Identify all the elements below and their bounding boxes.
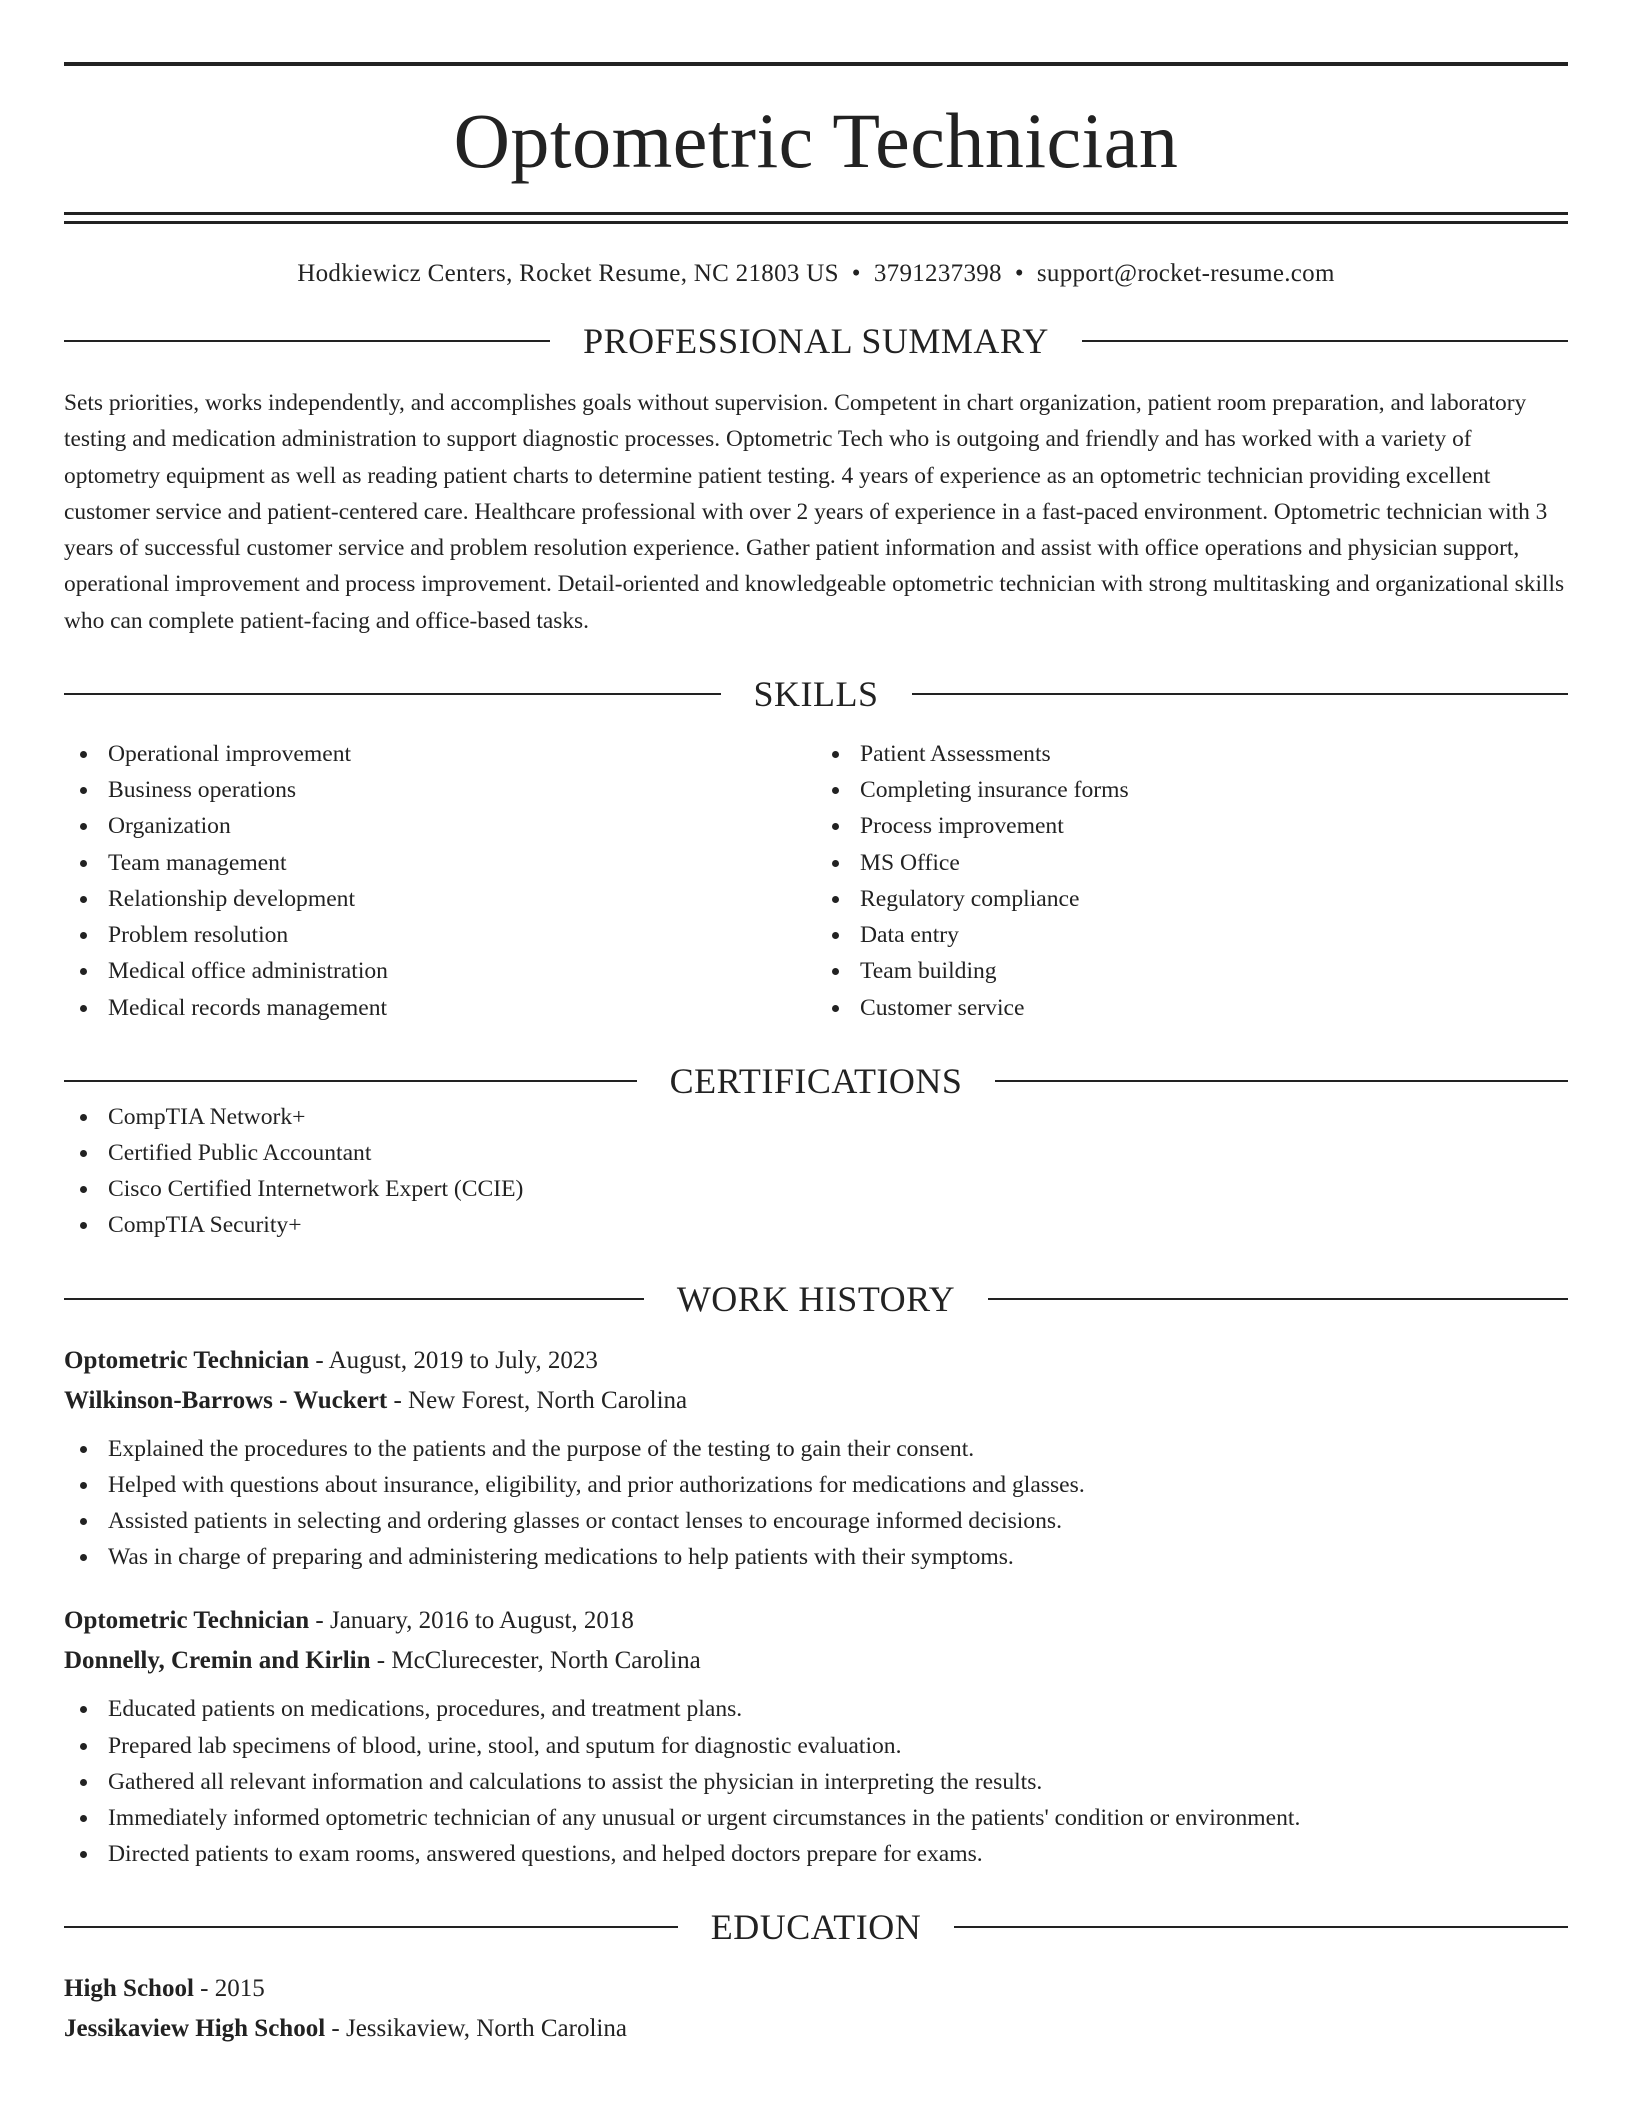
job-location: - McClurecester, North Carolina [370, 1647, 701, 1675]
job-dates: - January, 2016 to August, 2018 [309, 1607, 634, 1635]
section-heading-education [64, 1907, 1568, 1948]
job-duty-item: Prepared lab specimens of blood, urine, stool, and sputum for diagnostic evaluation. [64, 1728, 1568, 1764]
education-location: - Jessikaview, North Carolina [325, 2015, 627, 2043]
education-school: Jessikaview High School [64, 2015, 326, 2043]
skill-item: Business operations [64, 772, 816, 808]
job-company: Wilkinson-Barrows - Wuckert [64, 1386, 388, 1414]
double-rule [64, 212, 1568, 224]
heading-rule [995, 1080, 1568, 1082]
certification-item: Certified Public Accountant [64, 1135, 1568, 1171]
section-title: PROFESSIONAL SUMMARY [583, 321, 1049, 361]
education-year: - 2015 [193, 1975, 265, 2003]
skill-item: Medical records management [64, 990, 816, 1026]
top-rule [64, 62, 1568, 66]
job-company: Donnelly, Cremin and Kirlin [64, 1647, 371, 1675]
section-title: EDUCATION [710, 1907, 922, 1948]
certification-item: CompTIA Network+ [64, 1099, 1568, 1135]
skill-item: Team management [64, 845, 816, 881]
job-duty-item: Gathered all relevant information and calculations to assist the physician in interpreting the results. [64, 1764, 1568, 1800]
heading-rule [912, 693, 1569, 695]
contact-separator: • [1014, 260, 1024, 287]
job-title: Optometric Technician [64, 1346, 310, 1374]
certification-item: Cisco Certified Internetwork Expert (CCIE) [64, 1171, 1568, 1207]
skills-list-right [816, 736, 1568, 1026]
section-heading-certifications [64, 1060, 1568, 1101]
summary-paragraph: Sets priorities, works independently, and accomplishes goals without supervision. Competent in chart organization, patient room preparation, and laboratory testing and medication administration to support diagnostic processes. Optometric Tech who is outgoing and friendly and has worked with a variety of optometry equipment as well as reading patient charts to determine patient testing. 4 years of experience as an optometric technician providing excellent customer service and patient-centered care. Healthcare professional with over 2 years of experience in a fast-paced environment. Optometric technician with 3 years of successful customer service and problem resolution experience. Gather patient information and assist with office operations and physician support, operational improvement and process improvement. Detail-oriented and knowledgeable optometric technician with strong multitasking and organizational skills who can complete patient-facing and office-based tasks. [64, 390, 1565, 634]
education-school-line [64, 2009, 1568, 2049]
skill-item: Problem resolution [64, 917, 816, 953]
heading-rule [64, 693, 721, 695]
certification-item: CompTIA Security+ [64, 1207, 1568, 1243]
skill-item: Team building [816, 953, 1568, 989]
contact-line [64, 261, 1568, 286]
job-duties-list [64, 1691, 1568, 1872]
skill-item: Customer service [816, 990, 1568, 1026]
job-entry [64, 1341, 1568, 1576]
job-duty-item: Immediately informed optometric technician of any unusual or urgent circumstances in the patients' condition or environment. [64, 1800, 1568, 1836]
contact-address: Hodkiewicz Centers, Rocket Resume, NC 21803 US [297, 260, 839, 287]
job-title-line [64, 1601, 1568, 1641]
skill-item: Medical office administration [64, 953, 816, 989]
job-title-line [64, 1341, 1568, 1381]
education-degree: High School [64, 1975, 194, 2003]
skill-item: Regulatory compliance [816, 881, 1568, 917]
job-duty-item: Educated patients on medications, procedures, and treatment plans. [64, 1691, 1568, 1727]
job-dates: - August, 2019 to July, 2023 [309, 1346, 598, 1374]
skills-grid [64, 736, 1568, 1026]
skill-item: Completing insurance forms [816, 772, 1568, 808]
skill-item: Organization [64, 808, 816, 844]
section-title: WORK HISTORY [676, 1278, 956, 1319]
section-heading-skills [64, 674, 1568, 715]
job-location: - New Forest, North Carolina [387, 1386, 688, 1414]
resume-title: Optometric Technician [453, 97, 1179, 184]
section-title: SKILLS [753, 674, 879, 715]
heading-rule [64, 1298, 644, 1300]
skill-item: Process improvement [816, 808, 1568, 844]
skill-item: MS Office [816, 845, 1568, 881]
job-duty-item: Explained the procedures to the patients and the purpose of the testing to gain their consent. [64, 1431, 1568, 1467]
certifications-list [64, 1099, 1568, 1244]
job-duty-item: Was in charge of preparing and administering medications to help patients with their symptoms. [64, 1539, 1568, 1575]
contact-separator: • [851, 260, 861, 287]
heading-rule [954, 1926, 1568, 1928]
education-entry [64, 1969, 1568, 2049]
job-duty-item: Helped with questions about insurance, eligibility, and prior authorizations for medications and glasses. [64, 1467, 1568, 1503]
contact-phone: 3791237398 [873, 260, 1002, 287]
job-entry [64, 1601, 1568, 1872]
skill-item: Patient Assessments [816, 736, 1568, 772]
job-duty-item: Directed patients to exam rooms, answered questions, and helped doctors prepare for exams. [64, 1836, 1568, 1872]
job-title: Optometric Technician [64, 1607, 310, 1635]
section-heading-summary [64, 323, 1568, 359]
education-degree-line [64, 1969, 1568, 2009]
job-company-line [64, 1641, 1568, 1681]
contact-email: support@rocket-resume.com [1036, 260, 1335, 287]
section-title: CERTIFICATIONS [669, 1060, 963, 1101]
skill-item: Data entry [816, 917, 1568, 953]
job-duty-item: Assisted patients in selecting and ordering glasses or contact lenses to encourage informed decisions. [64, 1503, 1568, 1539]
section-heading-work-history [64, 1278, 1568, 1319]
skills-list-left [64, 736, 816, 1026]
heading-rule [988, 1298, 1568, 1300]
skill-item: Relationship development [64, 881, 816, 917]
job-company-line [64, 1381, 1568, 1421]
heading-rule [1082, 340, 1568, 342]
skill-item: Operational improvement [64, 736, 816, 772]
heading-rule [64, 1080, 637, 1082]
heading-rule [64, 1926, 678, 1928]
heading-rule [64, 340, 550, 342]
job-duties-list [64, 1431, 1568, 1576]
